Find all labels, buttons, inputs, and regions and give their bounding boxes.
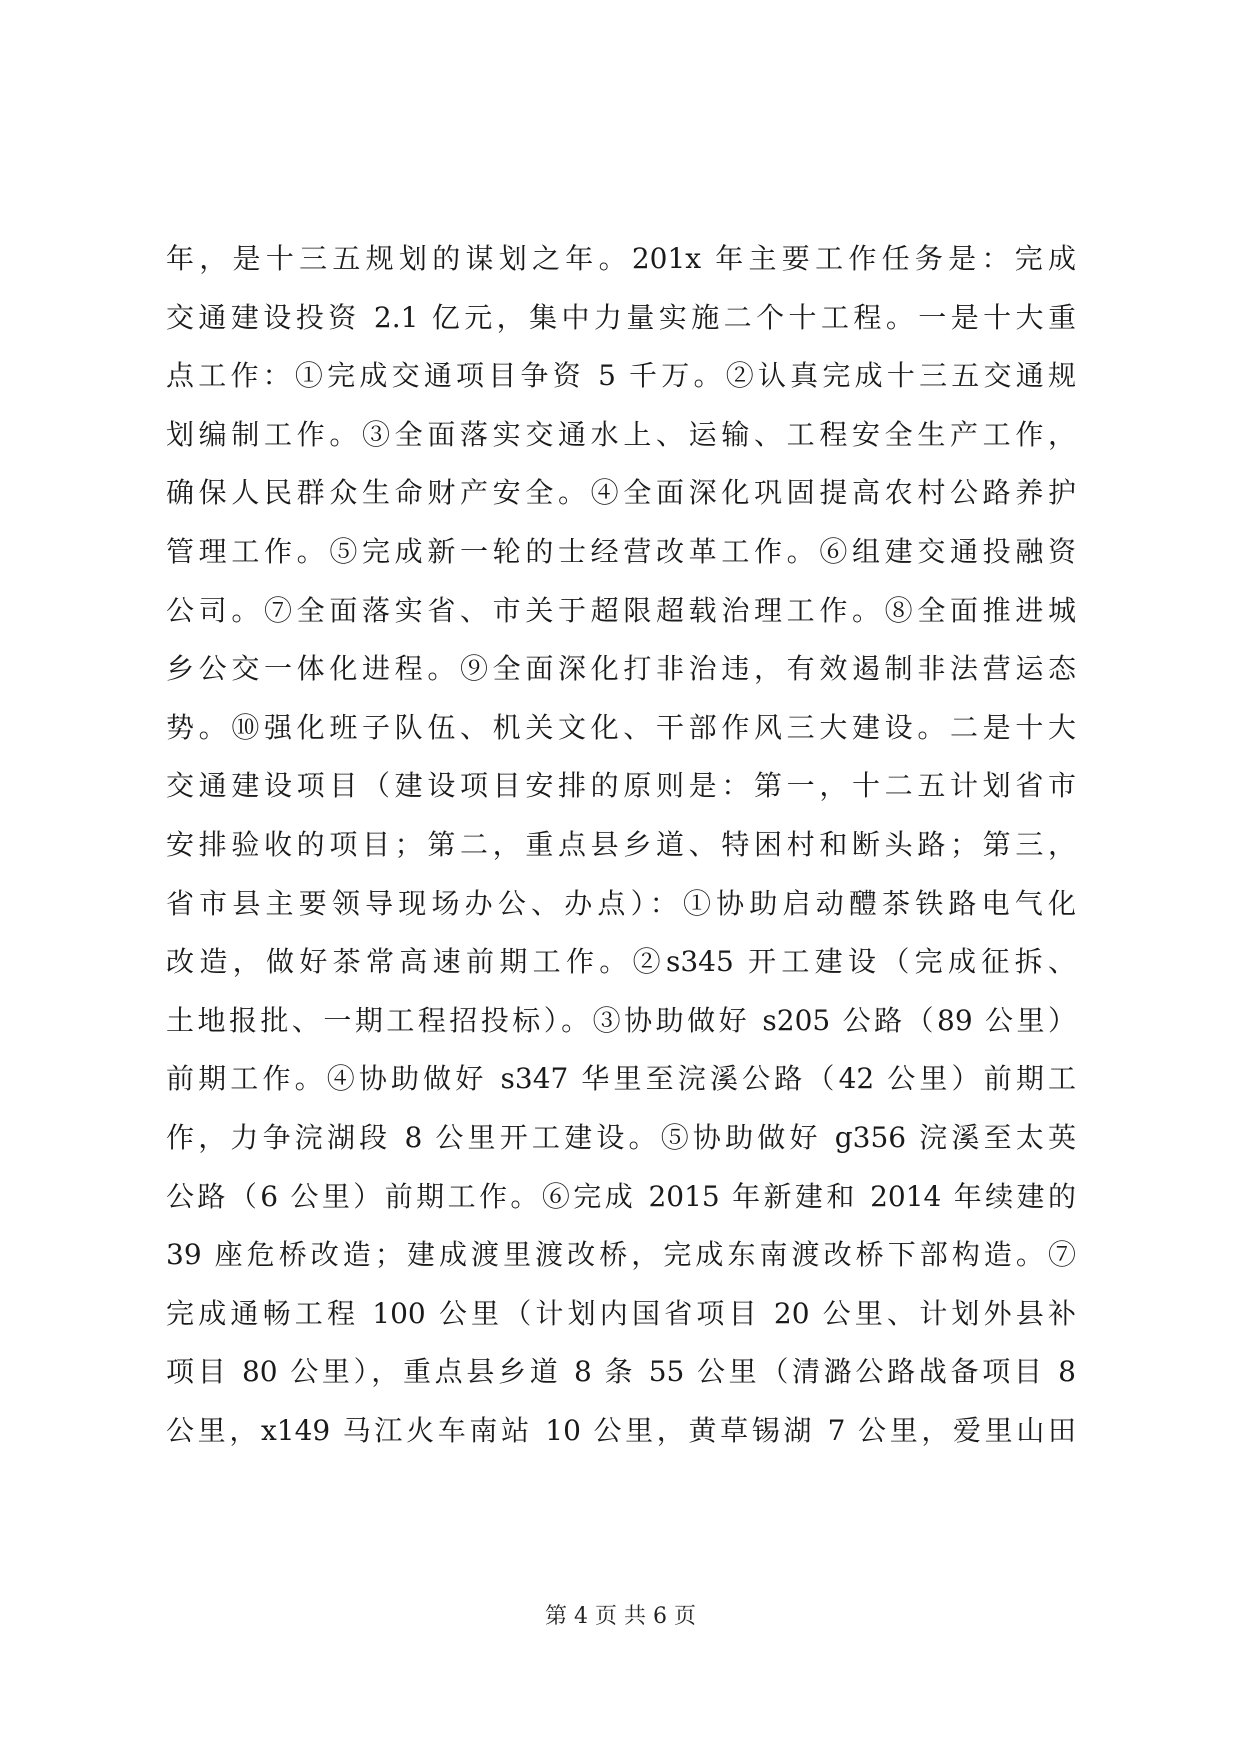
text-line: 确保人民群众生命财产安全。④全面深化巩固提高农村公路养护 xyxy=(166,476,1076,510)
body-text xyxy=(166,230,1076,1460)
text-line: 点工作：①完成交通项目争资 5 千万。②认真完成十三五交通规 xyxy=(166,359,1076,393)
text-line: 管理工作。⑤完成新一轮的士经营改革工作。⑥组建交通投融资 xyxy=(166,534,1076,568)
text-line: 公路（6 公里）前期工作。⑥完成 2015 年新建和 2014 年续建的 xyxy=(166,1179,1076,1213)
text-line: 交通建设项目（建设项目安排的原则是：第一，十二五计划省市 xyxy=(166,769,1076,803)
text-line: 完成通畅工程 100 公里（计划内国省项目 20 公里、计划外县补 xyxy=(166,1296,1076,1330)
text-line: 前期工作。④协助做好 s347 华里至浣溪公路（42 公里）前期工 xyxy=(166,1062,1076,1096)
text-line: 公司。⑦全面落实省、市关于超限超载治理工作。⑧全面推进城 xyxy=(166,593,1076,627)
text-line: 省市县主要领导现场办公、办点）：①协助启动醴茶铁路电气化 xyxy=(166,886,1076,920)
text-line: 39 座危桥改造；建成渡里渡改桥，完成东南渡改桥下部构造。⑦ xyxy=(166,1238,1076,1272)
page-number-footer: 第 4 页 共 6 页 xyxy=(545,1604,696,1629)
text-line: 公里，x149 马江火车南站 10 公里，黄草锡湖 7 公里，爱里山田 xyxy=(166,1413,1076,1447)
text-line: 乡公交一体化进程。⑨全面深化打非治违，有效遏制非法营运态 xyxy=(166,652,1076,686)
text-line: 年，是十三五规划的谋划之年。201x 年主要工作任务是：完成 xyxy=(166,242,1076,275)
text-line: 交通建设投资 2.1 亿元，集中力量实施二个十工程。一是十大重 xyxy=(166,300,1076,334)
text-line: 安排验收的项目；第二，重点县乡道、特困村和断头路；第三， xyxy=(166,827,1076,861)
text-line: 项目 80 公里），重点县乡道 8 条 55 公里（清潞公路战备项目 8 xyxy=(166,1355,1076,1389)
text-line: 改造，做好茶常高速前期工作。②s345 开工建设（完成征拆、 xyxy=(166,945,1076,979)
text-line: 势。⑩强化班子队伍、机关文化、干部作风三大建设。二是十大 xyxy=(166,710,1076,744)
text-line: 作，力争浣湖段 8 公里开工建设。⑤协助做好 g356 浣溪至太英 xyxy=(166,1120,1076,1154)
text-line: 划编制工作。③全面落实交通水上、运输、工程安全生产工作， xyxy=(166,417,1076,451)
text-line: 土地报批、一期工程招投标）。③协助做好 s205 公路（89 公里） xyxy=(166,1003,1076,1037)
